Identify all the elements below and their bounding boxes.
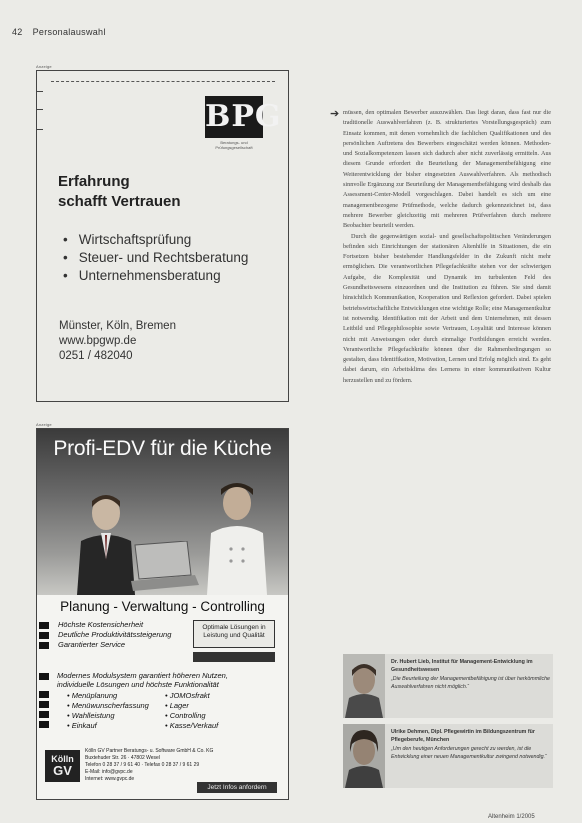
black-bar — [39, 711, 49, 718]
vendor-logo-text: GV — [53, 763, 72, 778]
laptop-image — [129, 541, 199, 591]
bpg-logo-subtitle: Beratungs- und Prüfungsgesellschaft — [215, 140, 253, 150]
company-line: Buxtehuder Str. 26 · 47802 Wesel — [85, 755, 160, 761]
black-bar — [39, 701, 49, 708]
margin-mark — [37, 91, 43, 92]
intro-line: individuelle Lösungen und höchste Funktionalität — [57, 680, 219, 689]
black-bar — [39, 691, 49, 698]
ad-label: Anzeige — [36, 422, 52, 427]
company-line: Kölln GV Partner Beratungs- u. Software GmbH & Co. KG — [85, 748, 214, 754]
edv-advertisement — [36, 428, 289, 800]
slogan-line: schafft Vertrauen — [58, 193, 181, 210]
bpg-logo: BPG — [205, 96, 263, 138]
portrait-image — [343, 654, 385, 718]
company-line: Telefon 0 28 37 / 9 61 40 · Telefax 0 28 37 / 9 61 29 — [85, 762, 200, 768]
service-item: • Wirtschaftsprüfung — [63, 231, 248, 249]
website-link[interactable]: www.bpgwp.de — [59, 335, 137, 347]
margin-mark — [37, 129, 43, 130]
page-footer: Altenheim 1/2005 — [488, 814, 535, 820]
quote-content: „Die Beurteilung der Managementbefähigung ist über herkömmliche Auswahlverfahren nicht möglich.“ — [391, 675, 550, 690]
black-bar — [39, 632, 49, 639]
module-item: • Menüwunscherfassung — [67, 701, 149, 711]
feature-item: Deutliche Produktivitätssteigerung — [58, 629, 172, 639]
request-info-button[interactable]: Jetzt Infos anfordern — [197, 782, 277, 793]
ad-slogan — [58, 172, 181, 212]
vendor-logo — [45, 750, 80, 782]
module-item: • JOMOsfrakt — [165, 691, 218, 701]
article-paragraph: müssen, den optimalen Bewerber auszuwählen. Das liegt daran, dass fast nur die traditionelle Auswahlverfahren (z. B. strukturiertes Vorstellungsgespräch) zum Einsatz kommen, mit denen vornehmlich die fachlichen Qualifikationen und des persönlichen Auftretens des Bewerbers eingeschätzt werden können. Methoden- und Sozialkompetenzen lassen sich dadurch aber nicht zuverlässig ermitteln. Aus diesem Grunde erfordert die Beurteilung der Managementbefähigung eine Weiterentwicklung der bisher eingesetzten Auswahlverfahren. Als methodisch sinnvolle Ergänzung zur Beurteilung der Managementbefähigung wird deshalb das Assessment-Center-Modell vorgeschlagen. Dabei handelt es sich um eine managementbezogene Prüfmethode, welche dadurch gekennzeichnet ist, dass mehrere Bewerber gleichzeitig mit mehreren Prüfverfahren durch mehrere Beobachter beurteilt werden. — [343, 109, 551, 230]
ad-label: Anzeige — [36, 64, 52, 69]
features-list — [58, 620, 171, 649]
service-item: • Unternehmensberatung — [63, 267, 248, 285]
vendor-logo-top: Kölln — [51, 754, 74, 764]
company-email[interactable]: E-Mail: info@gvpc.de — [85, 769, 133, 775]
quote-author: Ulrike Dehmen, Dipl. Pflegewirtin im Bildungszentrum für Pflegeberufe, München — [391, 729, 535, 744]
module-item: • Kasse/Verkauf — [165, 721, 218, 731]
module-item: • Einkauf — [67, 721, 149, 731]
quote-text — [391, 728, 551, 761]
continuation-arrow-icon: ➔ — [330, 108, 340, 120]
quote-text — [391, 658, 551, 691]
black-bar — [39, 721, 49, 728]
badge-bar — [193, 652, 275, 662]
intro-line: Modernes Modulsystem garantiert höheren Nutzen, — [57, 671, 228, 680]
cities: Münster, Köln, Bremen — [59, 320, 176, 332]
phone-number: 0251 / 482040 — [59, 350, 133, 362]
services-list — [63, 231, 248, 285]
feature-item: Garantierter Service — [58, 639, 126, 649]
margin-mark — [37, 109, 43, 110]
article-body — [343, 108, 551, 386]
quote-content: „Um den heutigen Anforderungen gerecht zu werden, ist die Entwicklung einer neuen Managementkultur zwingend notwendig.“ — [391, 745, 547, 760]
section-title: Personalauswahl — [32, 27, 106, 37]
ad-headline: Profi-EDV für die Küche — [53, 437, 272, 460]
module-intro — [57, 671, 228, 689]
businessman-image — [77, 489, 135, 595]
bpg-advertisement — [36, 70, 289, 402]
service-item: • Steuer- und Rechtsberatung — [63, 249, 248, 267]
company-website[interactable]: Internet: www.gvpc.de — [85, 776, 135, 782]
module-item: • Menüplanung — [67, 691, 149, 701]
page-header — [12, 27, 106, 37]
black-bar — [39, 642, 49, 649]
modules-left — [67, 691, 149, 731]
modules-right — [165, 691, 218, 731]
company-address — [85, 748, 265, 783]
module-item: • Controlling — [165, 711, 218, 721]
page-number: 42 — [12, 27, 23, 37]
quote-box — [343, 724, 553, 788]
dashed-rule — [51, 81, 275, 82]
module-item: • Wahlleistung — [67, 711, 149, 721]
quote-author: Dr. Hubert Lieb, Institut für Management-Entwicklung im Gesundheitswesen — [391, 659, 533, 674]
feature-item: Höchste Kostensicherheit — [58, 620, 144, 629]
black-bar — [39, 673, 49, 680]
chef-image — [207, 479, 267, 595]
ad-photo — [37, 429, 288, 595]
contact-block — [59, 319, 176, 364]
portrait-image — [343, 724, 385, 788]
quote-box — [343, 654, 553, 718]
ad-tagline: Planung - Verwaltung - Controlling — [60, 599, 265, 614]
article-paragraph: Durch die gegenwärtigen sozial- und gesellschaftspolitischen Veränderungen befinden sich Einrichtungen der stationären Altenhilfe in Situationen, die ein Fortsetzen bisher bestehender Handlungsfelder in die Zukunft nicht mehr ermöglichen. Die verantwortlichen Pflegefachkräfte stehen vor der schwierigen Aufgabe, die Komplexität und Dynamik im turbulenten Feld des Gesundheitswesens einzuordnen und die Institution zu führen. Sie sind damit hinsichtlich Kommunikation, Kooperation und Reflexion gefordert. Dabei spielen betriebswirtschaftliche Entwicklungen eine wichtige Rolle; eine Managementkultur ist notwendig. Identifikation mit der Arbeit und dem Unternehmen, mit dessen Leitbild und Pflegephilosophie sowie Vertrauen, Loyalität und Interesse können nicht mit Anweisungen oder durch einmalige Fortbildungen erreicht werden. Verantwortliche Pflegefachkräfte können über die Rahmenbedingungen so gestalten, dass Identifikation, Motivation, Lernen und Erfolg möglich sind. Es geht dabei darum, ein Arbeitsklima des Lernens in einer kommunikativen Kultur herzustellen und zu fördern. — [343, 232, 551, 384]
module-item: • Lager — [165, 701, 218, 711]
quality-box: Optimale Lösungen in Leistung und Qualität — [193, 620, 275, 648]
black-bar — [39, 622, 49, 629]
slogan-line: Erfahrung — [58, 173, 130, 190]
